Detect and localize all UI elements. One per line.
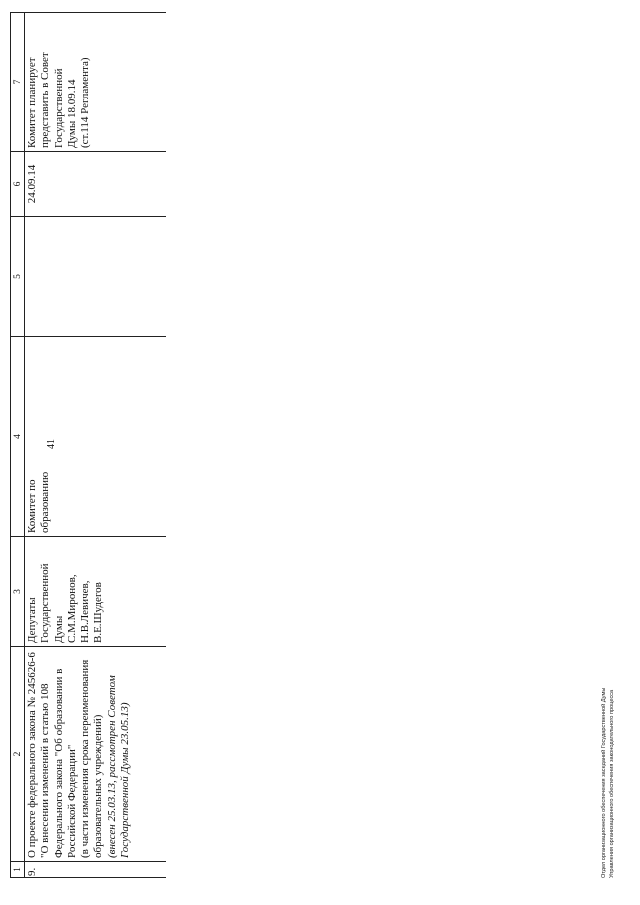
column-number: 3 bbox=[11, 537, 25, 647]
footer-line: Управления организационного обеспечения законодательного процесса bbox=[609, 689, 615, 878]
column-number: 2 bbox=[11, 647, 25, 862]
page-number: 41 bbox=[46, 439, 57, 449]
legislation-table bbox=[10, 12, 166, 878]
column-number: 5 bbox=[11, 217, 25, 337]
row-number: 9. bbox=[25, 862, 167, 878]
remark-cell: Комитет планирует представить в Совет Государственной Думы 18.09.14 (ст.114 Регламента) bbox=[25, 13, 167, 152]
column-5-cell bbox=[25, 217, 167, 337]
bill-description-cell bbox=[25, 647, 167, 862]
date-cell: 24.09.14 bbox=[25, 152, 167, 217]
table-row bbox=[25, 13, 167, 878]
column-number: 1 bbox=[11, 862, 25, 878]
footer-line: Отдел организационного обеспечения заседаний Государственной Думы bbox=[601, 687, 607, 878]
authors-cell: Депутаты Государственной Думы С.М.Миронов, Н.В.Левичев, В.Е.Шудегов bbox=[25, 537, 167, 647]
column-number: 4 bbox=[11, 337, 25, 537]
committee-cell: Комитет по образованию bbox=[25, 337, 167, 537]
bill-title: О проекте федерального закона № 245626-6 "О внесении изменений в статью 108 Федерального закона "Об образовании в Российской Федерации" (в части изменения срока переименования образовательных учреждений) bbox=[26, 652, 105, 858]
column-number-row bbox=[11, 13, 25, 878]
bill-note: (внесен 25.03.13, рассмотрен Советом Государственной Думы 23.05.13) bbox=[105, 675, 132, 858]
footer bbox=[600, 688, 616, 878]
column-number: 7 bbox=[11, 13, 25, 152]
column-number: 6 bbox=[11, 152, 25, 217]
rotated-page-content bbox=[0, 25, 640, 905]
